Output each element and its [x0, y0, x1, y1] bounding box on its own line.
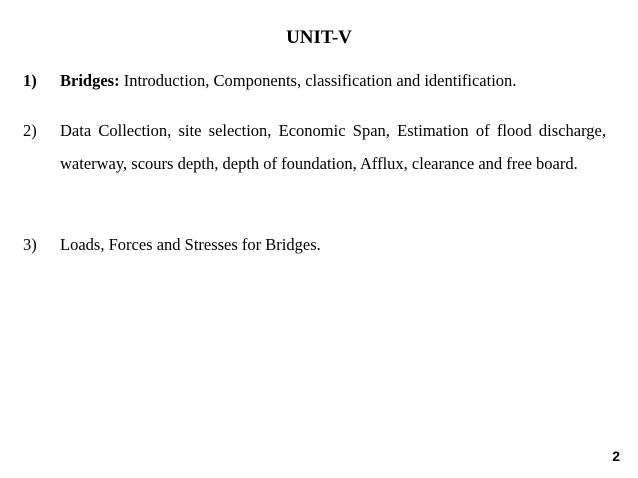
list-item-body: Introduction, Components, classification and identification.	[119, 71, 517, 90]
list-item-data-collection	[23, 114, 606, 180]
list-item-text: Loads, Forces and Stresses for Bridges.	[60, 235, 321, 254]
list-item-text	[60, 64, 606, 97]
list-item-number: 3)	[23, 235, 37, 254]
list-item-number: 1)	[23, 71, 37, 90]
list-item-text: Data Collection, site selection, Economic Span, Estimation of flood discharge, waterway, scours depth, depth of foundation, Afflux, clearance and free board.	[60, 121, 606, 173]
page-number: 2	[612, 448, 620, 464]
list-item-number: 2)	[23, 121, 37, 140]
list-item-heading: Bridges:	[60, 71, 120, 90]
list-item-loads	[23, 228, 606, 261]
list-item-bridges	[23, 64, 606, 97]
slide-title: UNIT-V	[286, 27, 352, 48]
